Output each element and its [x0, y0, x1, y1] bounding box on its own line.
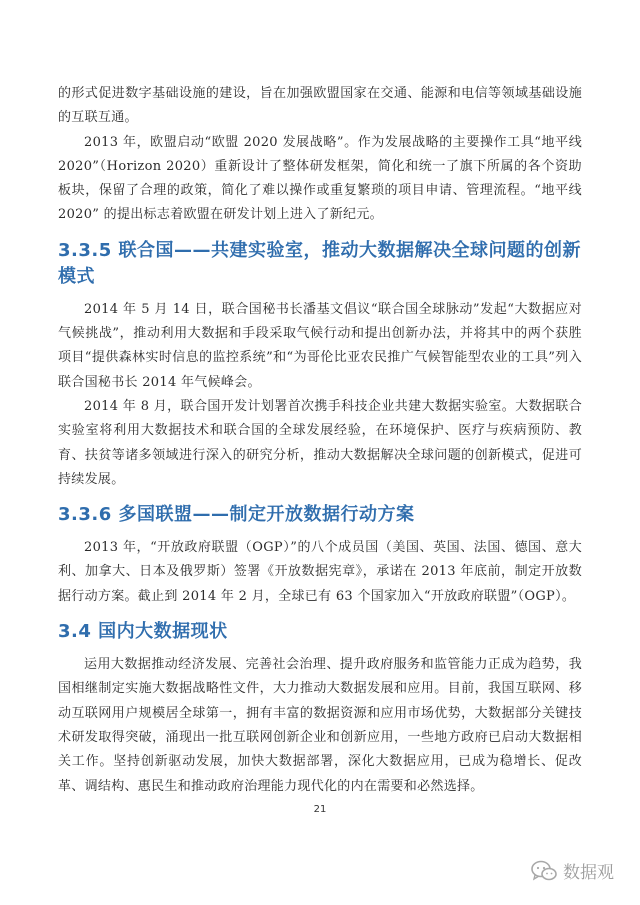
watermark-text: 数据观: [563, 863, 614, 883]
watermark: [531, 858, 614, 883]
wechat-icon: [531, 860, 557, 882]
section-heading-3-4: 3.4 国内大数据现状: [58, 621, 228, 643]
page-number: 21: [313, 804, 327, 815]
section-heading-3-3-6: 3.3.6 多国联盟——制定开放数据行动方案: [58, 504, 415, 526]
paragraph: 的形式促进数字基础设施的建设，旨在加强欧盟国家在交通、能源和电信等领域基础设施的互联互通。: [58, 86, 582, 126]
paragraph: 2014 年 5 月 14 日，联合国秘书长潘基文倡议“联合国全球脉动”发起“大数据应对气候挑战”，推动利用大数据和手段采取气候行动和提出创新办法，并将其中的两个获胜项目“提供森林实时信息的监控系统”和“为哥伦比亚农民推广气候智能型农业的工具”列入联合国秘书长 2014 年气候峰会。: [58, 301, 582, 390]
section-heading-3-3-5: 3.3.5 联合国——共建实验室，推动大数据解决全球问题的创新模式: [58, 239, 582, 287]
paragraph: 2014 年 8 月，联合国开发计划署首次携手科技企业共建大数据实验室。大数据联合实验室将利用大数据技术和联合国的全球发展经验，在环境保护、医疗与疾病预防、教育、扶贫等诸多领域进行深入的研究分析，推动大数据解决全球问题的创新模式，促进可持续发展。: [58, 398, 582, 487]
paragraph: 运用大数据推动经济发展、完善社会治理、提升政府服务和监管能力正成为趋势，我国相继制定实施大数据战略性文件，大力推动大数据发展和应用。目前，我国互联网、移动互联网用户规模居全球第一，拥有丰富的数据资源和应用市场优势，大数据部分关键技术研发取得突破，涌现出一批互联网创新企业和创新应用，一些地方政府已启动大数据相关工作。坚持创新驱动发展，加快大数据部署，深化大数据应用，已成为稳增长、促改革、调结构、惠民生和推动政府治理能力现代化的内在需要和必然选择。: [58, 657, 582, 794]
paragraph: 2013 年，“开放政府联盟（OGP）”的八个成员国（美国、英国、法国、德国、意大利、加拿大、日本及俄罗斯）签署《开放数据宪章》，承诺在 2013 年底前，制定开放数据行动方案。截止到 2014 年 2 月，全球已有 63 个国家加入“开放政府联盟”（OGP）。: [58, 540, 582, 604]
page-content: [58, 82, 582, 799]
paragraph: 2013 年，欧盟启动“欧盟 2020 发展战略”。作为发展战略的主要操作工具“地平线 2020”（Horizon 2020）重新设计了整体研发框架，简化和统一了旗下所属的各个资助板块，保留了合理的政策，简化了难以操作或重复繁琐的项目申请、管理流程。“地平线 2020” 的提出标志着欧盟在研发计划上进入了新纪元。: [58, 134, 582, 223]
